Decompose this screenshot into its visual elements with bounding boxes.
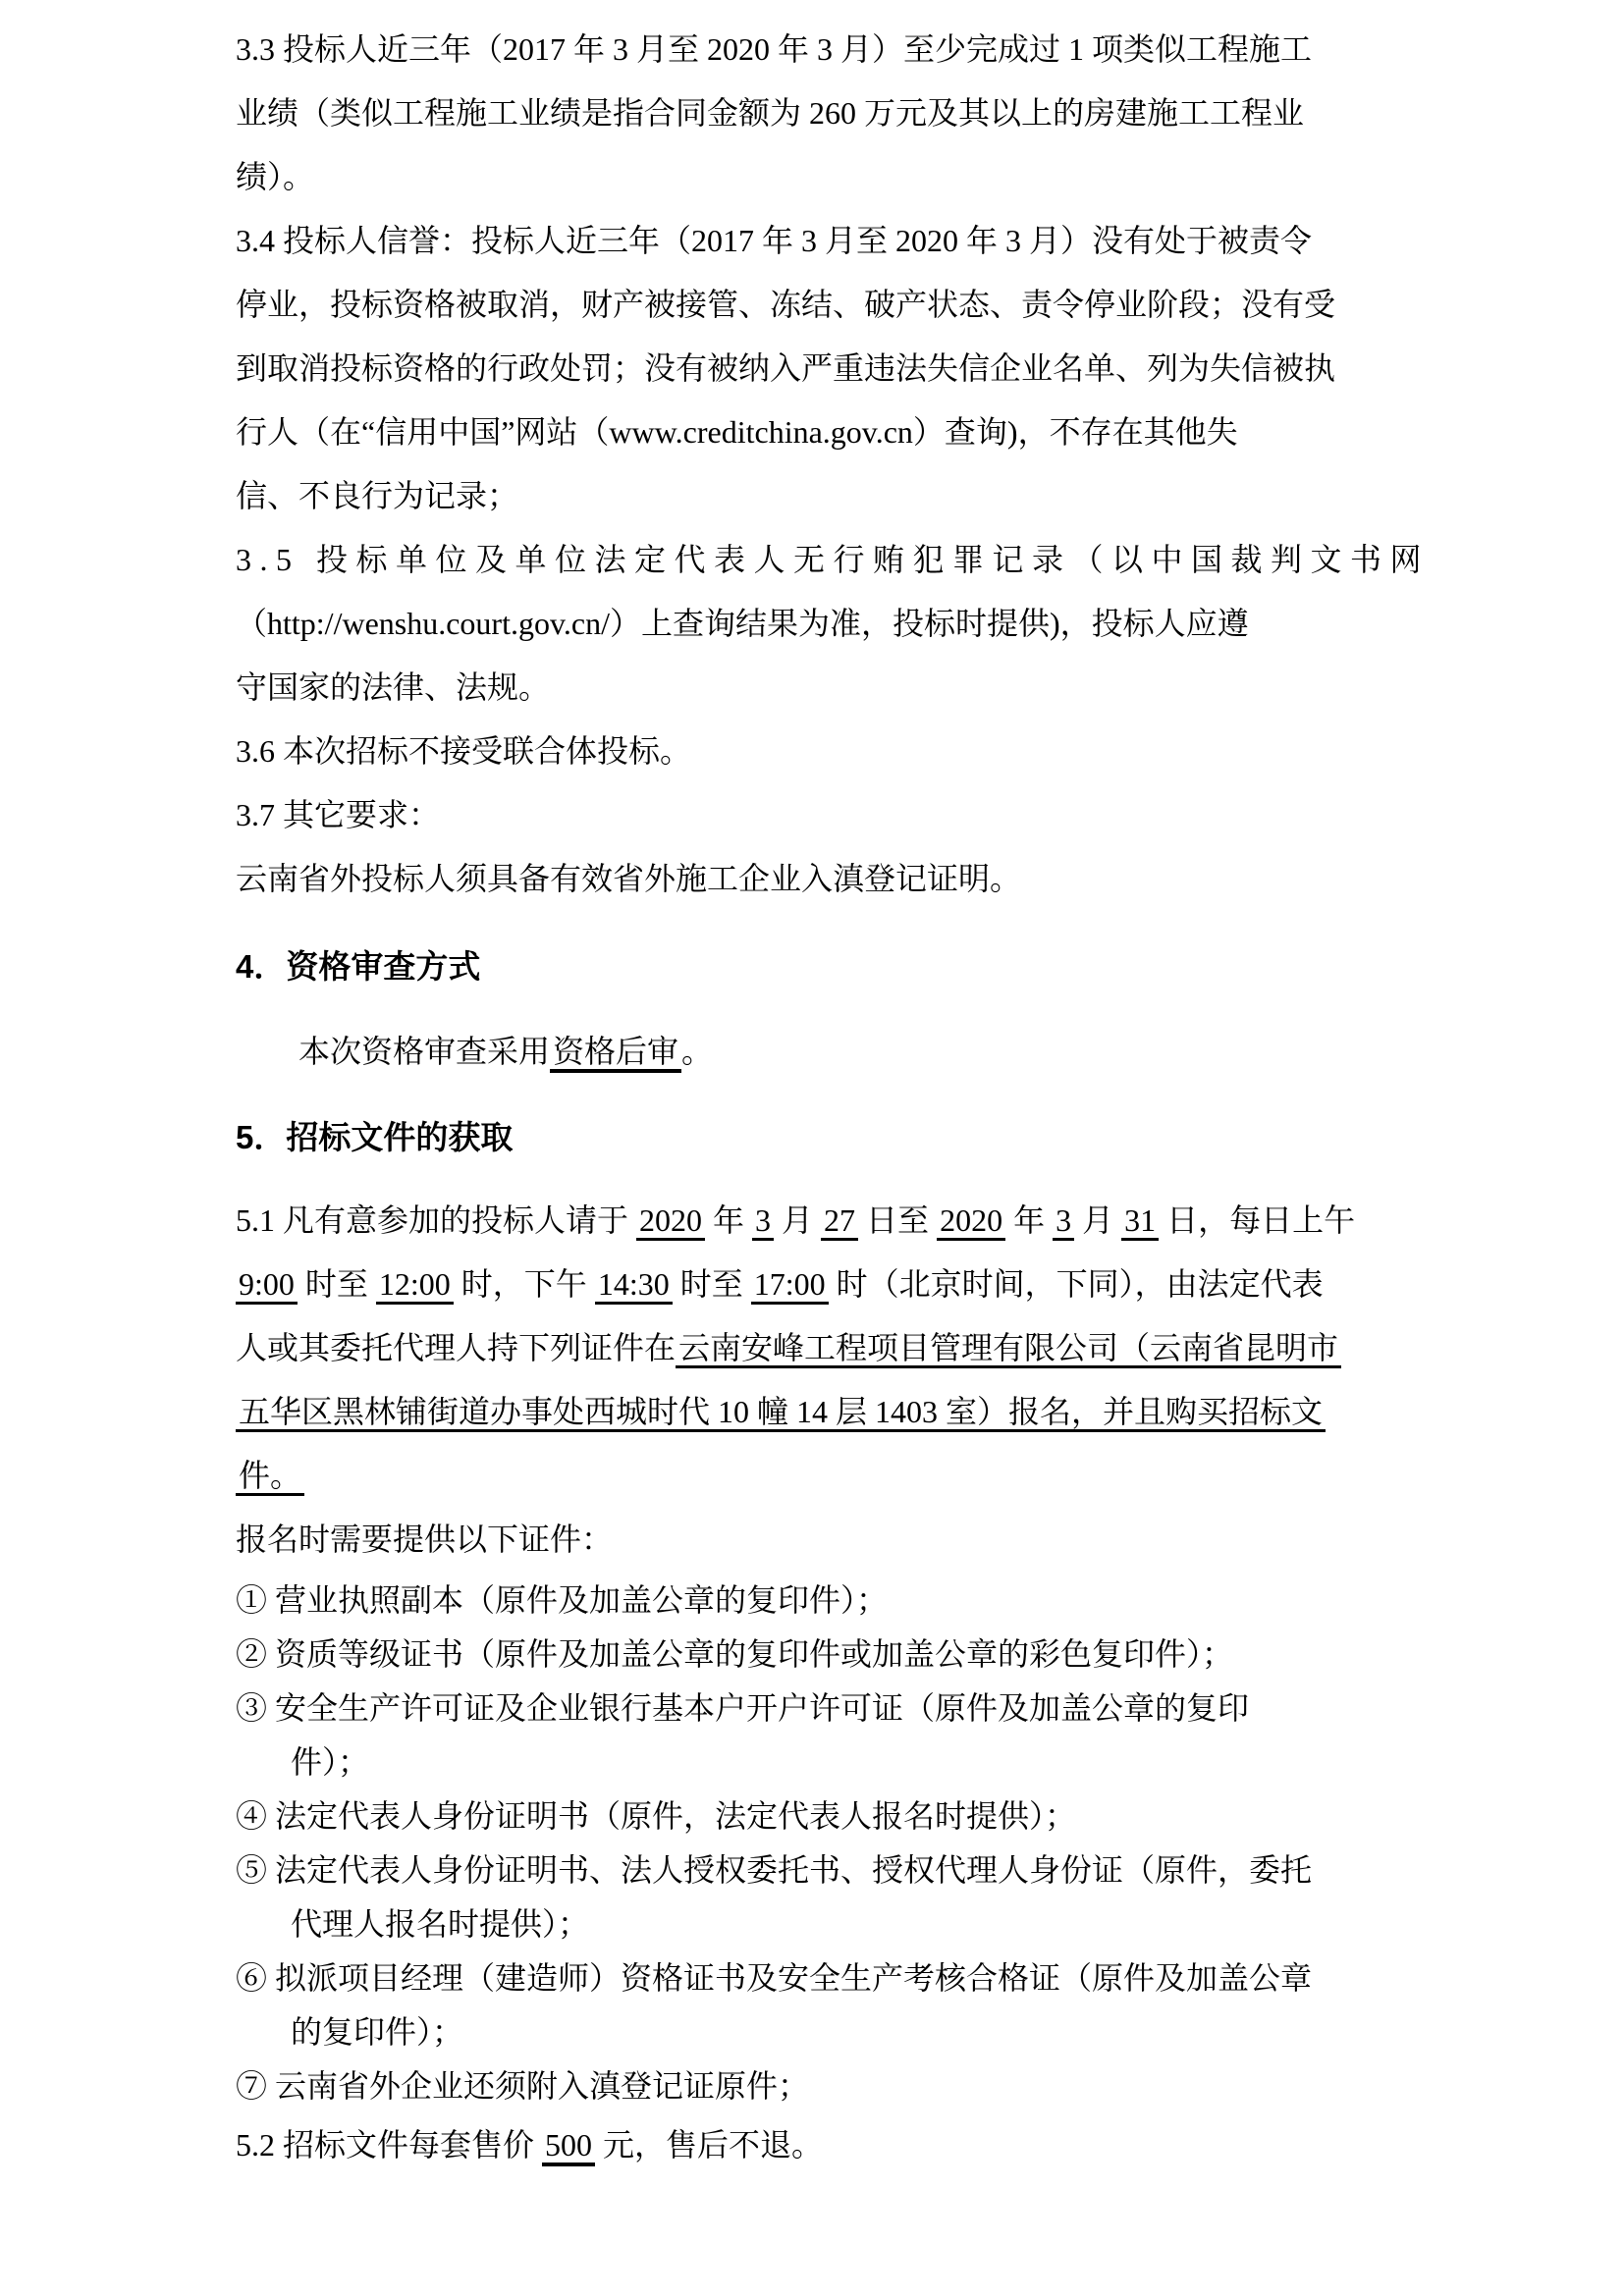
- text-segment: ② 资质等级证书（原件及加盖公章的复印件或加盖公章的彩色复印件）；: [236, 1636, 1234, 1672]
- text-line: [236, 18, 1404, 81]
- text-segment: ④ 法定代表人身份证明书（原件，法定代表人报名时提供）；: [236, 1798, 1077, 1834]
- text-line: [236, 2005, 1404, 2059]
- text-segment: 云南省外投标人须具备有效省外施工企业入滇登记证明。: [236, 861, 1022, 896]
- text-segment: 5.2 招标文件每套售价: [236, 2127, 543, 2163]
- section-3-conditions: [236, 18, 1431, 911]
- underlined-text: 2020: [636, 1202, 705, 1241]
- text-segment: 业绩（类似工程施工业绩是指合同金额为 260 万元及其以上的房建施工工程业: [236, 95, 1305, 131]
- text-segment: 3.3 投标人近三年（2017 年 3 月至 2020 年 3 月）至少完成过 1 项类似工程施工: [236, 31, 1313, 67]
- text-segment: 报名时需要提供以下证件：: [236, 1522, 614, 1557]
- text-segment: 。: [681, 1034, 714, 1069]
- text-segment: 3.5 投标单位及单位法定代表人无行贿犯罪记录（以中国裁判文书网: [236, 542, 1431, 577]
- underlined-text: 27: [821, 1202, 858, 1241]
- section-5-2: [236, 2113, 1404, 2177]
- section-5-heading: [236, 1105, 1404, 1169]
- underlined-text: 31: [1121, 1202, 1159, 1241]
- text-line: [236, 1105, 1404, 1169]
- text-segment: 的复印件）；: [291, 2014, 464, 2050]
- text-line: [236, 1574, 1404, 1628]
- text-line: [236, 337, 1404, 400]
- document-content: [236, 18, 1431, 2177]
- text-line: [236, 783, 1404, 847]
- text-line: [236, 1508, 1404, 1572]
- text-segment: 行人（在“信用中国”网站（www.creditchina.gov.cn）查询)，不存在其他失: [236, 414, 1238, 450]
- text-segment: ⑥ 拟派项目经理（建造师）资格证书及安全生产考核合格证（原件及加盖公章: [236, 1960, 1313, 1996]
- section-4-heading: [236, 934, 1404, 998]
- underlined-text: 2020: [937, 1202, 1005, 1241]
- text-segment: 代理人报名时提供）；: [291, 1906, 590, 1942]
- text-line: [236, 1682, 1404, 1735]
- text-segment: 时（北京时间，下同），由法定代表: [828, 1266, 1324, 1302]
- registration-documents-list: [236, 1574, 1404, 2113]
- text-line: [236, 1951, 1404, 2005]
- text-line: [236, 464, 1404, 528]
- text-line: [236, 1380, 1404, 1444]
- text-line: [236, 656, 1404, 720]
- text-segment: 信、不良行为记录；: [236, 478, 519, 513]
- text-line: [236, 720, 1404, 783]
- text-segment: 人或其委托代理人持下列证件在: [236, 1330, 677, 1365]
- text-line: [236, 209, 1404, 273]
- text-segment: 时至: [297, 1266, 376, 1302]
- text-segment: 月: [774, 1202, 822, 1238]
- text-line: [236, 400, 1404, 464]
- text-segment: 时，下午: [453, 1266, 595, 1302]
- underlined-text: 17:00: [751, 1266, 829, 1305]
- text-line: [236, 273, 1404, 337]
- text-segment: 4．资格审查方式: [236, 948, 481, 985]
- text-line: [236, 1843, 1404, 1897]
- text-segment: 日，每日上午: [1159, 1202, 1356, 1238]
- text-segment: 时至: [672, 1266, 751, 1302]
- section-5-1: [236, 1189, 1404, 1572]
- underlined-text: 12:00: [376, 1266, 454, 1305]
- text-line: [236, 2059, 1404, 2113]
- underlined-text: 14:30: [595, 1266, 673, 1305]
- text-line: [236, 1444, 1404, 1508]
- underlined-text: 500: [542, 2127, 595, 2166]
- text-segment: 5．招标文件的获取: [236, 1119, 514, 1155]
- text-segment: 年: [1005, 1202, 1054, 1238]
- text-line: [236, 145, 1404, 209]
- text-line: [236, 1020, 1404, 1084]
- text-segment: ① 营业执照副本（原件及加盖公章的复印件）；: [236, 1582, 889, 1618]
- text-segment: ③ 安全生产许可证及企业银行基本户开户许可证（原件及加盖公章的复印: [236, 1690, 1250, 1726]
- text-segment: 3.6 本次招标不接受联合体投标。: [236, 733, 692, 769]
- text-segment: （http://wenshu.court.gov.cn/）上查询结果为准，投标时提供)，投标人应遵: [236, 606, 1249, 641]
- text-line: [236, 2113, 1404, 2177]
- text-segment: 件）；: [291, 1744, 370, 1780]
- underlined-text: 3: [1053, 1202, 1074, 1241]
- text-segment: 停业，投标资格被取消，财产被接管、冻结、破产状态、责令停业阶段；没有受: [236, 287, 1336, 322]
- text-line: [236, 1735, 1404, 1789]
- underlined-text: 云南安峰工程项目管理有限公司（云南省昆明市: [676, 1330, 1341, 1368]
- underlined-text: 件。: [236, 1458, 304, 1496]
- text-line: [236, 81, 1404, 145]
- text-line: [236, 1897, 1404, 1951]
- text-segment: 3.7 其它要求：: [236, 797, 441, 832]
- text-line: [236, 1628, 1404, 1682]
- text-line: [236, 528, 1431, 592]
- text-segment: 5.1 凡有意参加的投标人请于: [236, 1202, 637, 1238]
- text-line: [236, 1789, 1404, 1843]
- text-line: [236, 1253, 1404, 1316]
- text-segment: 3.4 投标人信誉：投标人近三年（2017 年 3 月至 2020 年 3 月）没有处于被责令: [236, 223, 1313, 258]
- text-segment: 月: [1074, 1202, 1122, 1238]
- text-segment: 绩）。: [236, 159, 315, 194]
- text-line: [236, 1316, 1404, 1380]
- underlined-text: 五华区黑林铺街道办事处西城时代 10 幢 14 层 1403 室）报名，并且购买招标文: [236, 1394, 1326, 1432]
- text-line: [236, 934, 1404, 998]
- text-segment: 守国家的法律、法规。: [236, 669, 551, 705]
- text-segment: ⑤ 法定代表人身份证明书、法人授权委托书、授权代理人身份证（原件，委托: [236, 1852, 1313, 1888]
- text-line: [236, 1189, 1404, 1253]
- underlined-text: 9:00: [236, 1266, 298, 1305]
- text-line: [236, 592, 1404, 656]
- section-4-body: [236, 1020, 1404, 1084]
- text-line: [236, 847, 1404, 911]
- text-segment: ⑦ 云南省外企业还须附入滇登记证原件；: [236, 2068, 810, 2104]
- text-segment: 到取消投标资格的行政处罚；没有被纳入严重违法失信企业名单、列为失信被执: [236, 350, 1336, 386]
- text-segment: 日至: [858, 1202, 938, 1238]
- text-segment: 元，售后不退。: [595, 2127, 824, 2163]
- text-segment: 年: [705, 1202, 753, 1238]
- underlined-text: 资格后审: [550, 1034, 681, 1073]
- text-segment: 本次资格审查采用: [298, 1034, 551, 1069]
- underlined-text: 3: [752, 1202, 774, 1241]
